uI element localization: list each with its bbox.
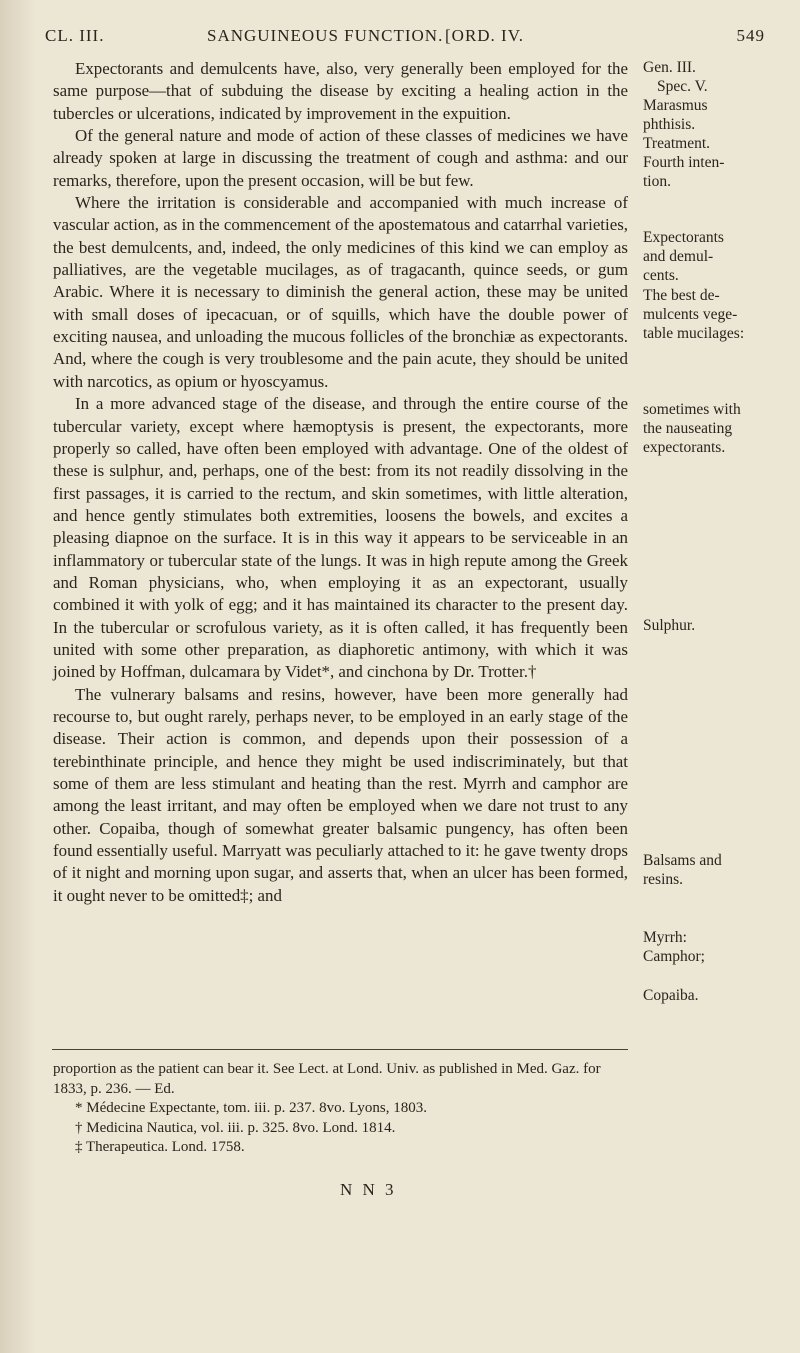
margin-line: Fourth inten-: [643, 154, 725, 171]
margin-line: tion.: [643, 173, 671, 190]
running-header: [45, 20, 765, 50]
footnotes: [53, 1060, 628, 1158]
margin-line: Treatment.: [643, 135, 711, 152]
margin-line: phthisis.: [643, 116, 696, 133]
margin-note-copaiba: [643, 986, 793, 1005]
margin-line: table mucilages:: [643, 325, 745, 342]
margin-line: cents.: [643, 267, 679, 284]
margin-note-best-demulcents: [643, 286, 793, 343]
margin-note-expectorants: [643, 228, 793, 285]
margin-line: Camphor;: [643, 948, 705, 965]
page-edge-shadow: [0, 0, 36, 1353]
margin-line: Spec. V.: [657, 78, 708, 95]
margin-line: Balsams and: [643, 852, 722, 869]
margin-line: and demul-: [643, 248, 714, 265]
order-label: [ORD. IV.: [445, 26, 525, 45]
margin-note-sulphur: [643, 616, 793, 635]
footnote-continuation: proportion as the patient can bear it. See Lect. at Lond. Univ. as published in Med. Gaz. for 1833, p. 236. — Ed.: [53, 1061, 601, 1097]
header-title: SANGUINEOUS FUNCTION.: [207, 26, 444, 45]
paragraph: Where the irritation is considerable and accompanied with much increase of vascular action, as in the commencement of the apostematous and catarrhal varieties, the best demulcents, and, indeed, the only medicines of this kind we can employ as palliatives, are the vegetable mucilages, as of tragacanth, quince seeds, or gum Arabic. Where it is necessary to diminish the general action, these may be united with small doses of ipecacuan, or of squills, which have the double power of exciting nausea, and unloading the mucous follicles of the bronchiæ as expectorants. And, where the cough is very troublesome and the pain acute, they should be united with narcotics, as opium or hyoscyamus.: [53, 193, 628, 391]
margin-line: sometimes with: [643, 401, 741, 418]
main-text: [53, 58, 628, 907]
chapter-label: CL. III.: [45, 26, 105, 45]
margin-line: resins.: [643, 871, 684, 888]
margin-note-sometimes: [643, 400, 793, 457]
margin-note-genus: [643, 58, 793, 191]
signature-mark: N N 3: [340, 1180, 397, 1199]
margin-line: Copaiba.: [643, 987, 699, 1004]
footnote-rule: [52, 1049, 628, 1050]
margin-line: Marasmus: [643, 97, 708, 114]
footnote: † Medicina Nautica, vol. iii. p. 325. 8vo. Lond. 1814.: [75, 1119, 396, 1136]
margin-line: Gen. III.: [643, 59, 696, 76]
footnote: ‡ Therapeutica. Lond. 1758.: [75, 1139, 245, 1155]
paragraph: In a more advanced stage of the disease, and through the entire course of the tubercular variety, except where hæmoptysis is present, the expectorants, more properly so called, have often been employed with advantage. One of the oldest of these is sulphur, and, perhaps, one of the best: from its not readily dissolving in the first passages, it is carried to the rectum, and skin sometimes, with little alteration, and hence gently stimulates both extremities, loosens the bowels, and excites a pleasing diapnoe on the surface. It is in this way it appears to be serviceable in an inflammatory or tubercular state of the lungs. It was in high repute among the Greek and Roman physicians, who, when employing it as an expectorant, usually combined it with yolk of egg; and it has maintained its character to the present day. In the tubercular or scrofulous variety, as it is often called, it has frequently been united with some other preparation, as diaphoretic antimony, with which it was joined by Hoffman, dulcamara by Videt*, and cinchona by Dr. Trotter.†: [53, 394, 628, 682]
margin-note-balsams: [643, 851, 793, 889]
margin-line: Sulphur.: [643, 617, 696, 634]
margin-line: the nauseating: [643, 420, 733, 437]
paragraph: Of the general nature and mode of action of these classes of medicines we have already spoken at large in discussing the treatment of cough and asthma: and our remarks, therefore, upon the present occasion, will be but few.: [53, 126, 628, 190]
footnote: * Médecine Expectante, tom. iii. p. 237. 8vo. Lyons, 1803.: [75, 1100, 428, 1116]
margin-line: mulcents vege-: [643, 306, 738, 323]
paragraph: The vulnerary balsams and resins, however, have been more generally had recourse to, but ought rarely, perhaps never, to be employed in an early stage of the disease. Their action is common, and depends upon their possession of a terebinthinate principle, and hence they might be used indiscriminately, but that some of them are less stimulant and heating than the rest. Myrrh and camphor are among the least irritant, and may often be employed when we dare not trust to any other. Copaiba, though of somewhat greater balsamic pungency, has often been found essentially useful. Marryatt was peculiarly attached to it: he gave twenty drops of it night and morning upon sugar, and asserts that, when an ulcer has been formed, it ought never to be omitted‡; and: [53, 684, 628, 905]
paragraph: Expectorants and demulcents have, also, very generally been employed for the same purpose—that of subduing the disease by exciting a healing action in the tubercles or ulcerations, indicated by improvement in the expuition.: [53, 59, 628, 123]
margin-line: Expectorants: [643, 229, 724, 246]
margin-line: expectorants.: [643, 439, 726, 456]
page-number: 549: [736, 26, 765, 45]
margin-line: Myrrh:: [643, 929, 687, 946]
margin-note-myrrh: [643, 928, 793, 966]
margin-line: The best de-: [643, 287, 720, 304]
